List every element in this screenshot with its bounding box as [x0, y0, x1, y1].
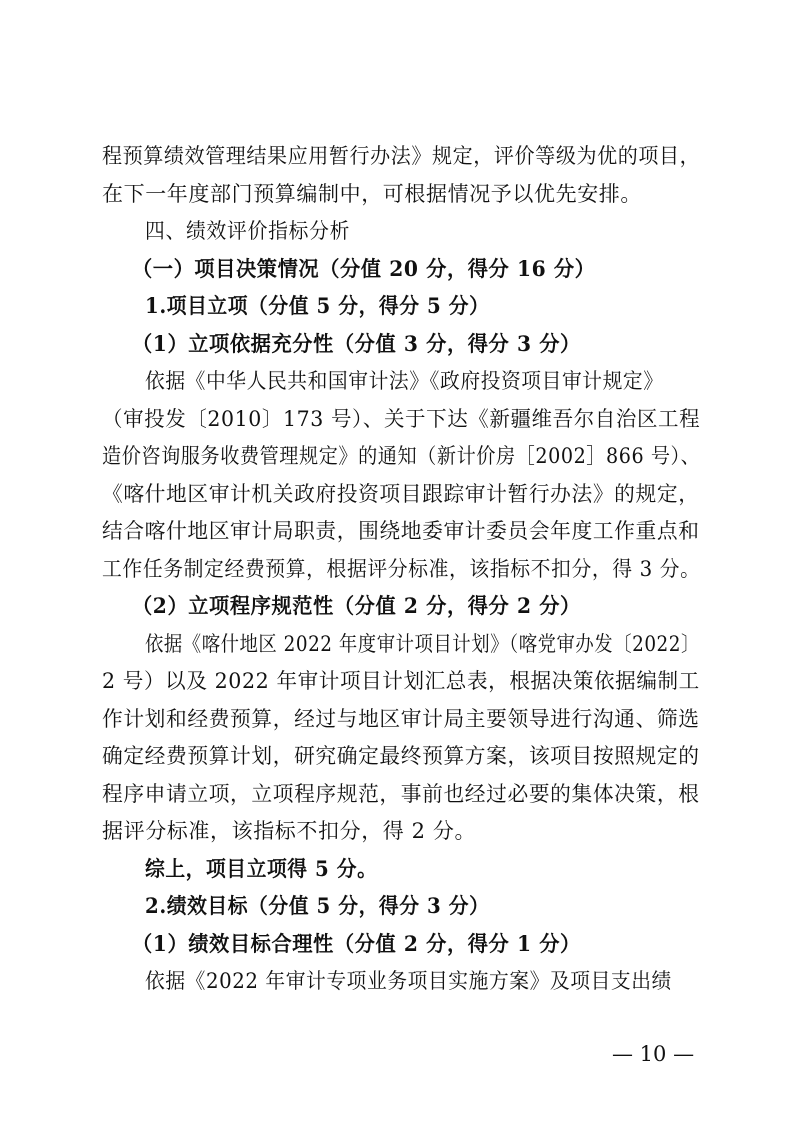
- body-text-line: 作计划和经费预算，经过与地区审计局主要领导进行沟通、筛选: [102, 707, 700, 731]
- body-text-line: （审投发〔2010〕173 号）、关于下达《新疆维吾尔自治区工程: [102, 407, 701, 431]
- subitem-heading: （1）绩效目标合理性（分值 2 分，得分 1 分）: [132, 931, 581, 956]
- body-text-line: 依据《喀什地区 2022 年度审计项目计划》（喀党审办发〔2022〕: [145, 632, 700, 656]
- body-text-line: 造价咨询服务收费管理规定》的通知（新计价房［2002］866 号）、: [102, 444, 701, 468]
- body-text-line: 工作任务制定经费预算，根据评分标准，该指标不扣分，得 3 分。: [102, 557, 701, 581]
- body-text-line: 《喀什地区审计机关政府投资项目跟踪审计暂行办法》的规定，: [102, 482, 700, 506]
- body-text-line: 程预算绩效管理结果应用暂行办法》规定，评价等级为优的项目，: [102, 144, 701, 168]
- body-text-line: 2 号）以及 2022 年审计项目计划汇总表，根据决策依据编制工: [102, 669, 700, 693]
- body-text-line: 确定经费预算计划，研究确定最终预算方案，该项目按照规定的: [102, 744, 700, 768]
- page-number: — 10 —: [612, 1042, 695, 1066]
- body-text-line: 在下一年度部门预算编制中，可根据情况予以优先安排。: [102, 182, 642, 206]
- body-text-line: 程序申请立项，立项程序规范，事前也经过必要的集体决策，根: [102, 782, 700, 806]
- subitem-heading: （1）立项依据充分性（分值 3 分，得分 3 分）: [132, 331, 581, 356]
- subitem-heading: （2）立项程序规范性（分值 2 分，得分 2 分）: [132, 593, 581, 618]
- item-heading: 1.项目立项（分值 5 分，得分 5 分）: [145, 293, 490, 318]
- subsection-heading: （一）项目决策情况（分值 20 分，得分 16 分）: [132, 256, 596, 281]
- body-text-line: 依据《2022 年审计专项业务项目实施方案》及项目支出绩: [145, 969, 672, 993]
- body-text-line: 结合喀什地区审计局职责，围绕地委审计委员会年度工作重点和: [102, 519, 700, 543]
- body-text-line: 依据《中华人民共和国审计法》《政府投资项目审计规定》: [145, 369, 664, 393]
- item-heading: 2.绩效目标（分值 5 分，得分 3 分）: [145, 893, 490, 918]
- section-heading: 四、绩效评价指标分析: [145, 219, 351, 243]
- summary-line: 综上，项目立项得 5 分。: [145, 856, 378, 881]
- body-text-line: 据评分标准，该指标不扣分，得 2 分。: [102, 819, 477, 843]
